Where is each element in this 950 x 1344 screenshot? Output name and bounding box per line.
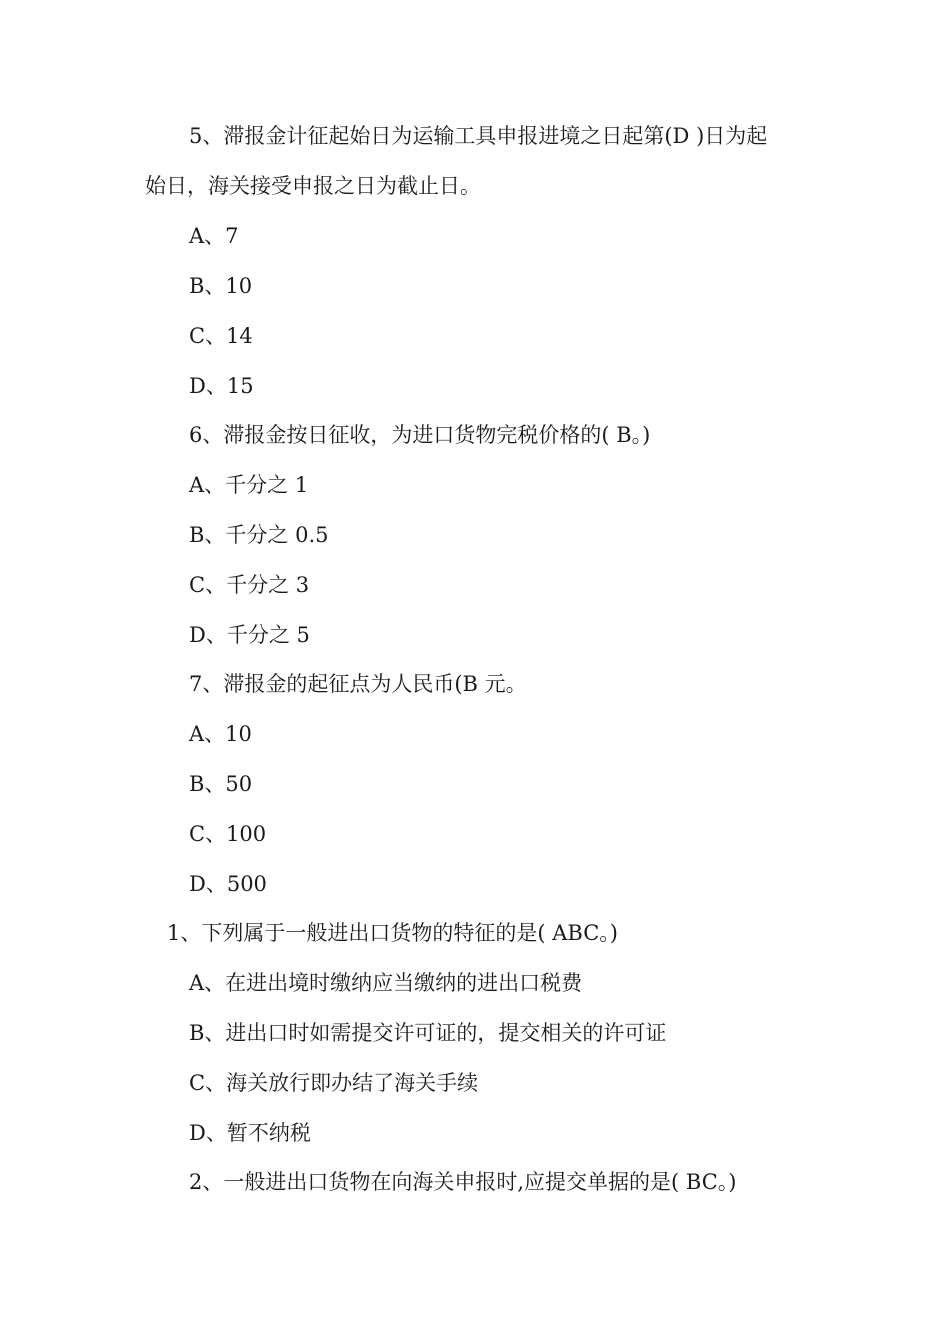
question-5-option-a: A、7	[189, 224, 239, 248]
question-5-option-d: D、15	[189, 374, 254, 398]
question-7-option-b: B、50	[189, 772, 253, 796]
question-7-option-c: C、100	[189, 822, 267, 846]
question-7-option-d: D、500	[189, 872, 267, 896]
multi-question-1-option-d: D、暂不纳税	[189, 1121, 311, 1145]
multi-question-1: 1、下列属于一般进出口货物的特征的是( ABC。)	[167, 921, 618, 945]
question-6-option-b: B、千分之 0.5	[189, 523, 329, 547]
question-6: 6、滞报金按日征收，为进口货物完税价格的( B。)	[189, 423, 651, 447]
multi-question-1-option-a: A、在进出境时缴纳应当缴纳的进出口税费	[189, 971, 583, 995]
question-5-option-b: B、10	[189, 274, 253, 298]
question-7-option-a: A、10	[189, 722, 252, 746]
multi-question-2: 2、一般进出口货物在向海关申报时,应提交单据的是( BC。)	[189, 1170, 737, 1194]
question-6-option-a: A、千分之 1	[189, 473, 309, 497]
question-6-option-d: D、千分之 5	[189, 623, 310, 647]
question-6-option-c: C、千分之 3	[189, 573, 310, 597]
question-5-option-c: C、14	[189, 324, 253, 348]
question-7: 7、滞报金的起征点为人民币(B 元。	[189, 672, 527, 696]
multi-question-1-option-c: C、海关放行即办结了海关手续	[189, 1071, 479, 1095]
question-5-line-1: 5、滞报金计征起始日为运输工具申报进境之日起第(D )日为起	[189, 124, 768, 148]
multi-question-1-option-b: B、进出口时如需提交许可证的，提交相关的许可证	[189, 1021, 667, 1045]
question-5-line-2: 始日，海关接受申报之日为截止日。	[145, 174, 481, 198]
